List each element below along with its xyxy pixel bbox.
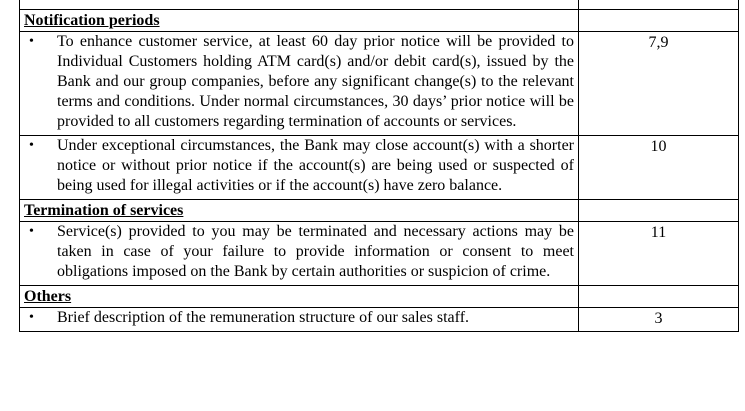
item-text: Service(s) provided to you may be terminated and necessary actions may be taken in case of your failure to provide information or consent to meet obligations imposed on the Bank by certain authorities or suspicion of crime. [57, 223, 574, 280]
item-cell [20, 308, 579, 332]
table-row [20, 222, 739, 286]
item-ref: 10 [579, 136, 739, 200]
section-title-notification-periods: Notification periods [20, 10, 579, 32]
cell-empty [579, 10, 739, 32]
item-text: To enhance customer service, at least 60 day prior notice will be provided to Individual Customers holding ATM card(s) and/or debit card(s), issued by the Bank and our group companies, before any significant change(s) to the relevant terms and conditions. Under normal circumstances, 30 days’ prior notice will be provided to all customers regarding termination of accounts or services. [57, 33, 574, 130]
item-ref: 11 [579, 222, 739, 286]
item-cell [20, 32, 579, 136]
table-row [20, 136, 739, 200]
section-title-termination-of-services: Termination of services [20, 200, 579, 222]
section-header-row [20, 200, 739, 222]
item-text: Under exceptional circumstances, the Bank may close account(s) with a shorter notice or without prior notice if the account(s) are being used or suspected of being used for illegal activities or if the account(s) have zero balance. [57, 137, 574, 194]
item-text: Brief description of the remuneration structure of our sales staff. [57, 309, 470, 326]
item-cell [20, 222, 579, 286]
section-header-row [20, 286, 739, 308]
bullet-icon: • [29, 34, 34, 49]
cell-empty [20, 0, 579, 10]
table-top-row [20, 0, 739, 10]
item-ref: 3 [579, 308, 739, 332]
bullet-icon: • [29, 310, 34, 325]
cell-empty [579, 286, 739, 308]
terms-table [19, 0, 739, 332]
section-header-row [20, 10, 739, 32]
bullet-icon: • [29, 224, 34, 239]
item-cell [20, 136, 579, 200]
section-title-others: Others [20, 286, 579, 308]
bullet-icon: • [29, 138, 34, 153]
cell-empty [579, 200, 739, 222]
cell-empty [579, 0, 739, 10]
item-ref: 7,9 [579, 32, 739, 136]
terms-document [19, 0, 738, 332]
table-row [20, 308, 739, 332]
table-row [20, 32, 739, 136]
